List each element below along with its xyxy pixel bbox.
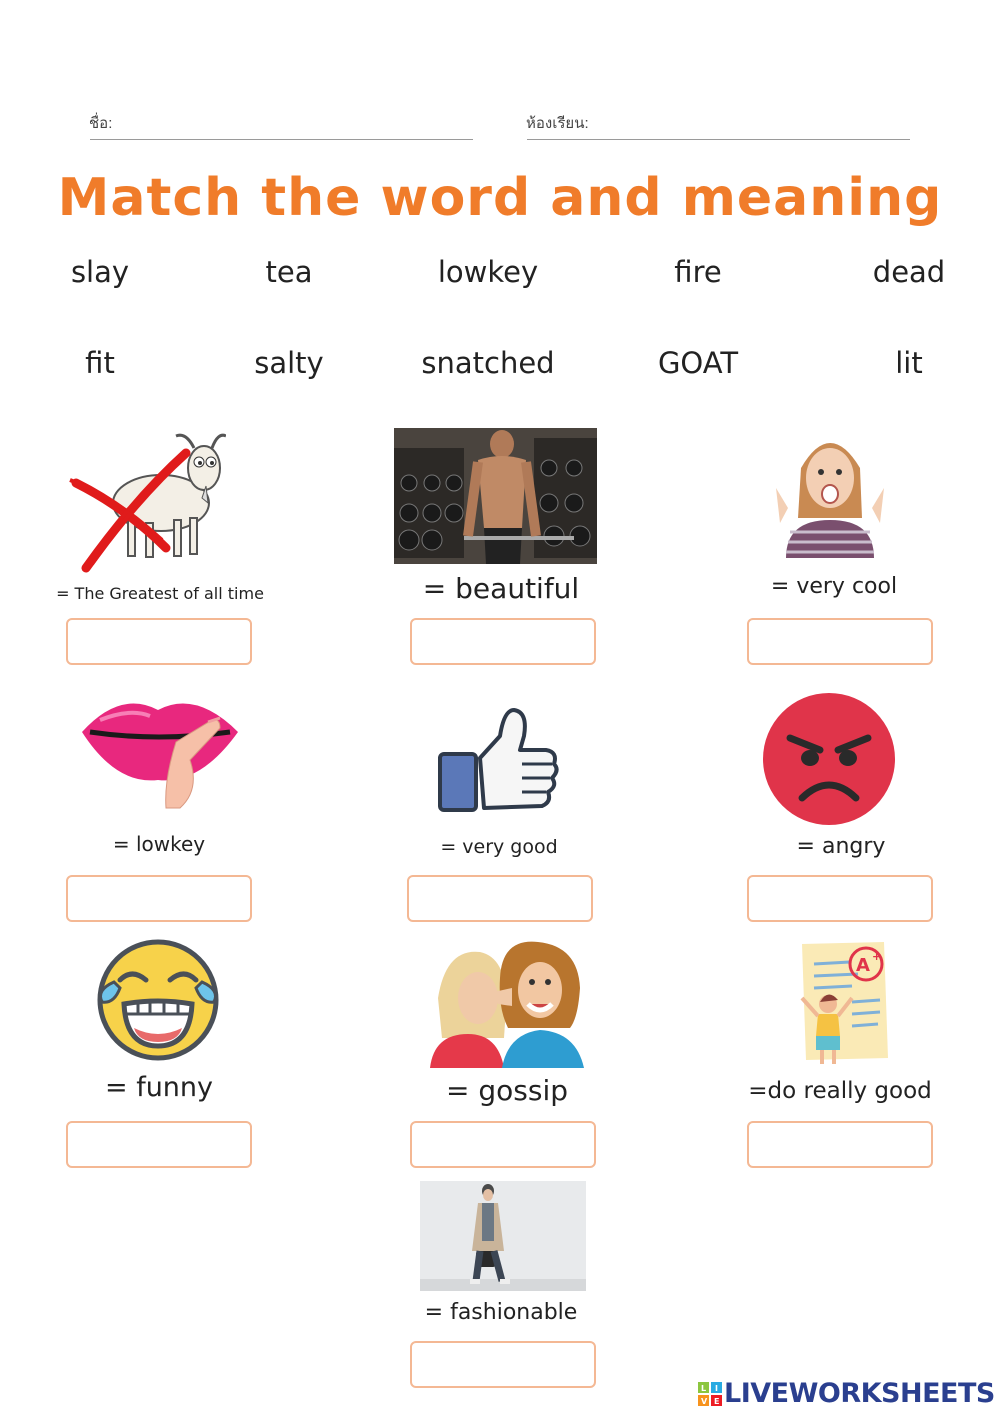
word-bank-item: GOAT — [657, 346, 739, 380]
thumbs-up-icon — [438, 706, 560, 814]
word-bank-item: salty — [254, 346, 324, 380]
answer-box[interactable] — [407, 875, 593, 922]
excited-woman-photo-icon — [766, 428, 894, 558]
item-caption: = fashionable — [424, 1300, 578, 1325]
answer-box[interactable] — [66, 1121, 252, 1168]
item-caption: = lowkey — [112, 832, 206, 856]
class-line — [527, 139, 910, 140]
answer-box[interactable] — [747, 875, 933, 922]
word-bank-item: lowkey — [437, 255, 539, 289]
word-bank-item: snatched — [421, 346, 555, 380]
badge-letter: V — [701, 1397, 708, 1406]
word-bank-item: fire — [674, 255, 722, 289]
item-caption: = very cool — [770, 574, 898, 599]
gym-man-photo-icon — [394, 428, 597, 564]
answer-box[interactable] — [747, 1121, 933, 1168]
item-caption: = gossip — [446, 1074, 568, 1107]
word-bank-item: tea — [265, 255, 313, 289]
word-bank-item: slay — [70, 255, 130, 289]
answer-box[interactable] — [410, 618, 596, 665]
whisper-photo-icon — [428, 938, 586, 1068]
svg-text:+: + — [872, 950, 882, 963]
item-caption: =do really good — [748, 1078, 932, 1104]
answer-box[interactable] — [747, 618, 933, 665]
word-bank-item: lit — [895, 346, 923, 380]
shush-lips-icon — [80, 690, 240, 814]
badge-letter: L — [701, 1384, 707, 1393]
svg-text:A: A — [856, 955, 870, 976]
liveworksheets-logo-text[interactable]: LIVEWORKSHEETS — [724, 1378, 995, 1409]
item-caption: = beautiful — [422, 572, 580, 605]
item-caption: = very good — [440, 836, 558, 858]
liveworksheets-logo-icon — [698, 1382, 722, 1406]
a-plus-kid-icon — [792, 940, 894, 1070]
worksheet-title: Match the word and meaning — [57, 168, 943, 228]
item-caption: = angry — [796, 834, 886, 859]
name-label: ชื่อ: — [89, 115, 113, 132]
word-bank-item: dead — [872, 255, 946, 289]
answer-box[interactable] — [410, 1341, 596, 1388]
answer-box[interactable] — [410, 1121, 596, 1168]
laughing-face-icon — [94, 938, 222, 1062]
crossed-goat-icon — [66, 428, 226, 574]
word-bank-item: fit — [85, 346, 115, 380]
item-caption: = The Greatest of all time — [56, 584, 264, 603]
badge-letter: I — [715, 1384, 718, 1393]
answer-box[interactable] — [66, 618, 252, 665]
fashion-woman-photo-icon — [420, 1181, 586, 1291]
badge-letter: E — [714, 1397, 720, 1406]
class-label: ห้องเรียน: — [526, 115, 589, 132]
angry-face-icon — [762, 692, 896, 826]
answer-box[interactable] — [66, 875, 252, 922]
name-line — [90, 139, 473, 140]
item-caption: = funny — [104, 1072, 214, 1103]
